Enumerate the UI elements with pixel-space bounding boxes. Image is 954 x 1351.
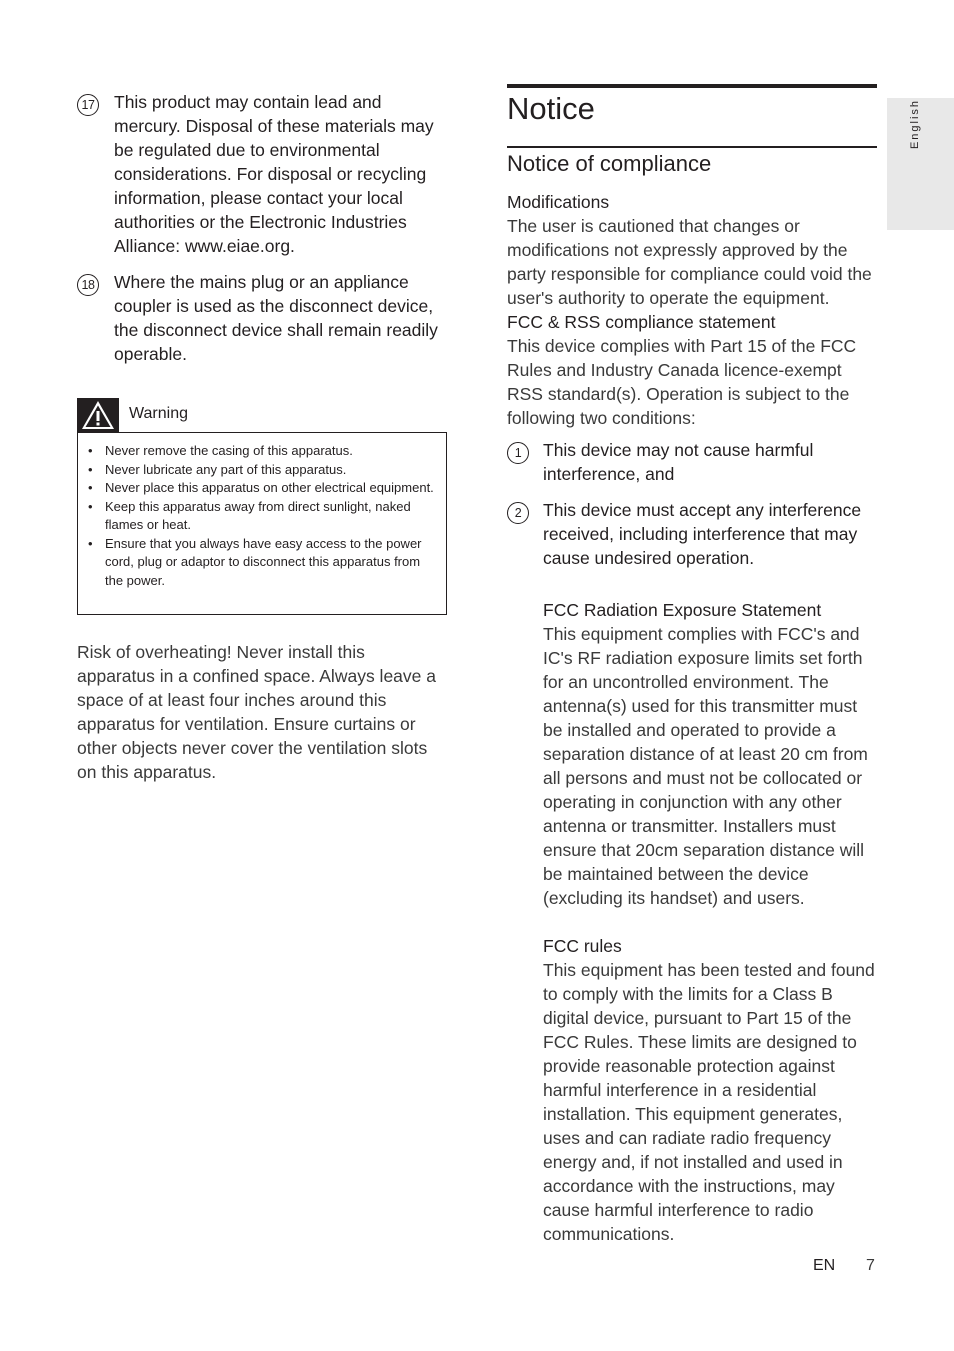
section-subtitle: Notice of compliance xyxy=(507,151,712,176)
page-title: Notice xyxy=(507,91,595,126)
language-side-label: English xyxy=(909,98,921,150)
page-number: 7 xyxy=(866,1257,875,1274)
item-number-badge: 18 xyxy=(77,274,99,296)
warning-label: Warning xyxy=(129,405,188,422)
fcc-rss-heading: FCC & RSS compliance statement xyxy=(507,312,776,332)
item-number-badge: 17 xyxy=(77,94,99,116)
modifications-heading: Modifications xyxy=(507,192,610,212)
modifications-text: The user is cautioned that changes or modifications not expressly approved by the party responsible for compliance could void the user's authority to operate the equipment. xyxy=(507,216,872,308)
rules-heading: FCC rules xyxy=(543,936,622,956)
fcc-rss-text: This device complies with Part 15 of the FCC Rules and Industry Canada licence-exempt RSS standard(s). Operation is subject to the following two conditions: xyxy=(507,336,857,428)
warning-bullet: • Keep this apparatus away from direct sunlight, naked flames or heat. xyxy=(88,498,438,535)
title-rule xyxy=(507,84,877,88)
warning-box xyxy=(77,432,447,615)
item-text: This product may contain lead and mercury. Disposal of these materials may be regulated due to environmental considerations. For disposal or recycling information, please contact your local authorities or the Electronic Industries Alliance: www.eiae.org. xyxy=(114,92,434,256)
warning-bullet-list xyxy=(88,442,438,590)
condition-text: This device must accept any interference received, including interference that may cause undesired operation. xyxy=(543,500,862,568)
condition-number-badge: 2 xyxy=(507,502,529,524)
condition-number-badge: 1 xyxy=(507,442,529,464)
subtitle-rule xyxy=(507,146,877,148)
item-text: Where the mains plug or an appliance coupler is used as the disconnect device, the disconnect device shall remain readily operable. xyxy=(114,272,438,364)
warning-triangle-icon xyxy=(77,398,119,432)
warning-header xyxy=(77,398,449,432)
warning-bullet: • Ensure that you always have easy access to the power cord, plug or adaptor to disconnect this apparatus from the power. xyxy=(88,535,438,591)
warning-bullet: • Never place this apparatus on other electrical equipment. xyxy=(88,479,438,498)
warning-bullet: • Never lubricate any part of this apparatus. xyxy=(88,461,438,480)
language-side-tab xyxy=(887,98,954,230)
radiation-text: This equipment complies with FCC's and IC's RF radiation exposure limits set forth for an uncontrolled environment. The antenna(s) used for this transmitter must be installed and operated to provide a separation distance of at least 20 cm from all persons and must not be collocated or operating in conjunction with any other antenna or transmitter. Installers must ensure that 20cm separation distance will be maintained between the device (excluding its handset) and users. xyxy=(543,624,868,908)
rules-text: This equipment has been tested and found to comply with the limits for a Class B digital device, pursuant to Part 15 of the FCC Rules. These limits are designed to provide reasonable protection against harmful interference in a residential installation. This equipment generates, uses and can radiate radio frequency energy and, if not installed and used in accordance with the instructions, may cause harmful interference to radio communications. xyxy=(543,960,875,1244)
footer-language: EN xyxy=(813,1257,836,1274)
radiation-heading: FCC Radiation Exposure Statement xyxy=(543,600,822,620)
overheating-paragraph: Risk of overheating! Never install this apparatus in a confined space. Always leave a space of at least four inches around this apparatus for ventilation. Ensure curtains or other objects never cover the ventilation slots on this apparatus. xyxy=(77,642,436,782)
warning-bullet: • Never remove the casing of this apparatus. xyxy=(88,442,438,461)
condition-text: This device may not cause harmful interference, and xyxy=(543,440,814,484)
